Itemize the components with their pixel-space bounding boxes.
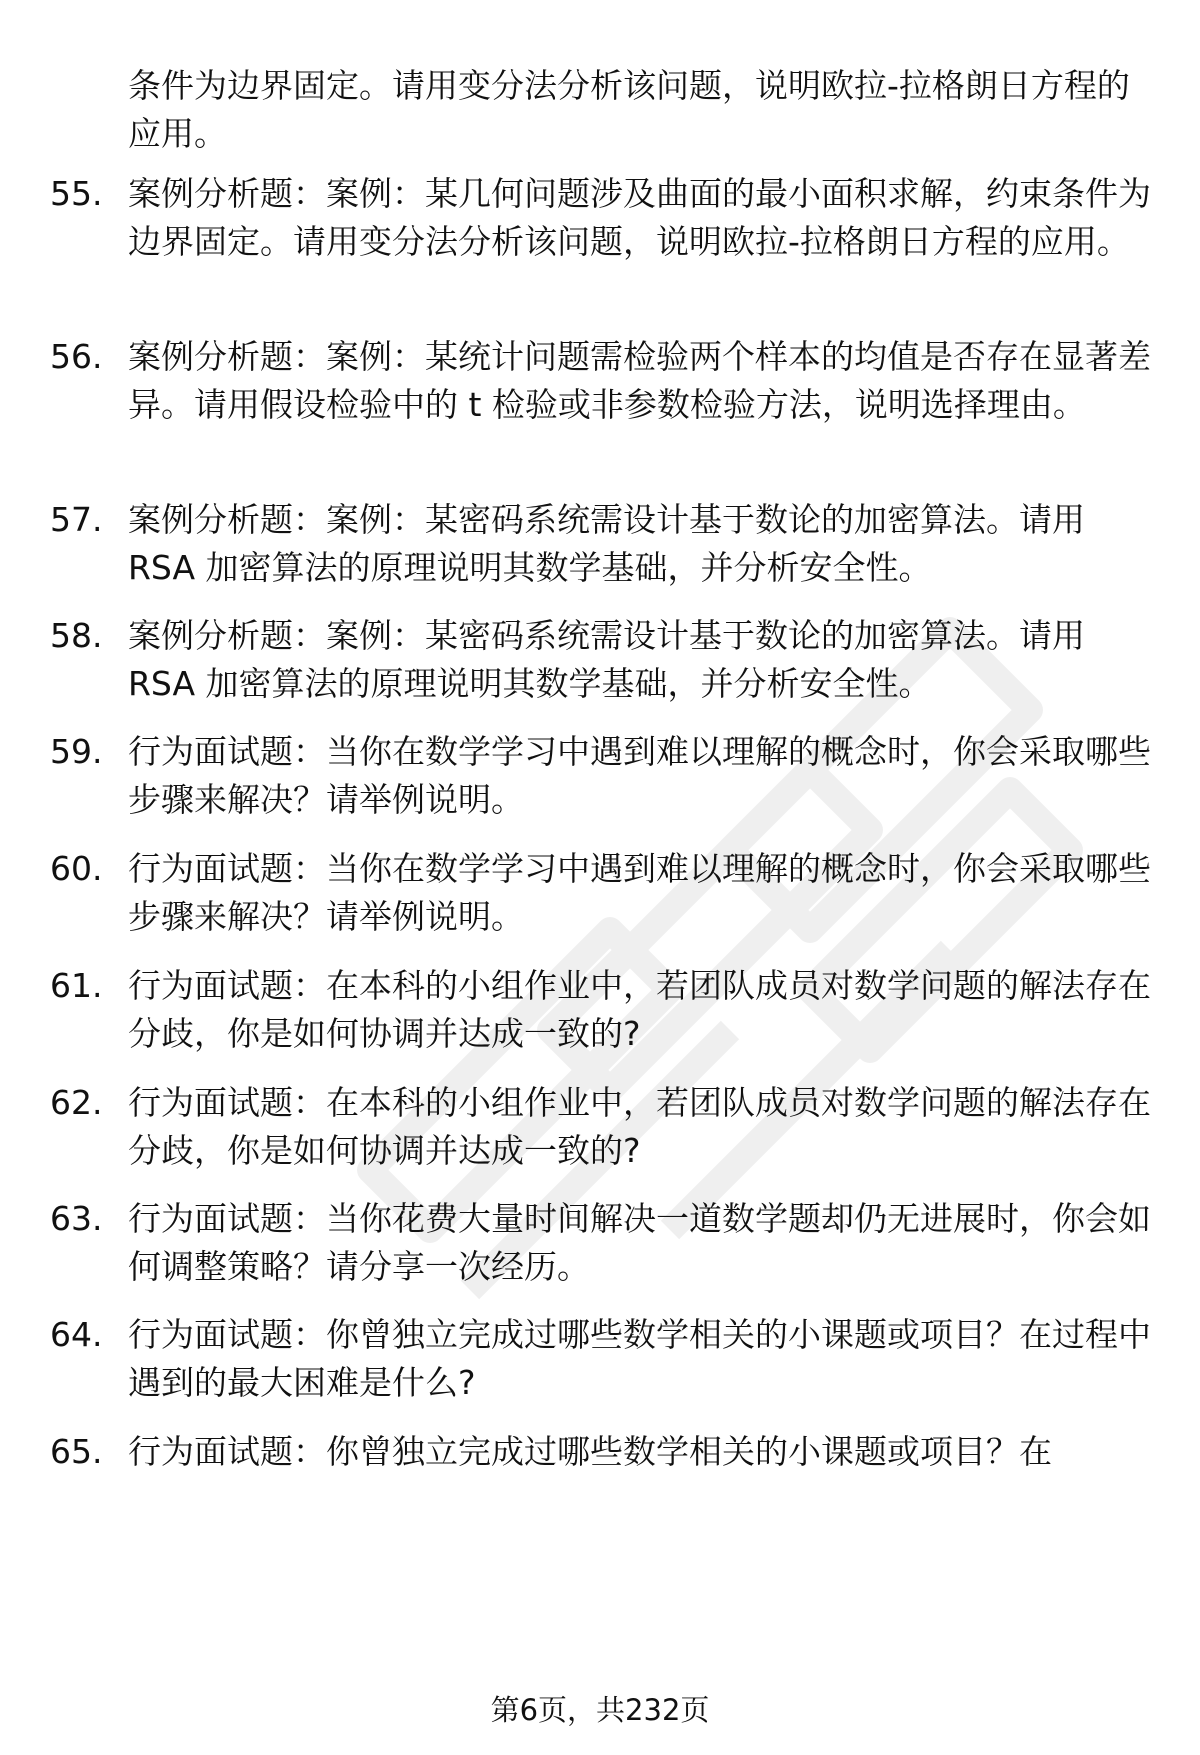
- item-text: 案例分析题：案例：某密码系统需设计基于数论的加密算法。请用 RSA 加密算法的原理说明其数学基础，并分析安全性。: [128, 500, 1085, 587]
- item-text: 案例分析题：案例：某几何问题涉及曲面的最小面积求解，约束条件为边界固定。请用变分法分析该问题，说明欧拉-拉格朗日方程的应用。: [128, 174, 1151, 261]
- item-number: 63.: [50, 1199, 103, 1238]
- item-text: 案例分析题：案例：某密码系统需设计基于数论的加密算法。请用 RSA 加密算法的原理说明其数学基础，并分析安全性。: [128, 616, 1085, 703]
- item-text: 行为面试题：当你花费大量时间解决一道数学题却仍无进展时，你会如何调整策略？请分享一次经历。: [128, 1199, 1151, 1286]
- item-text: 行为面试题：你曾独立完成过哪些数学相关的小课题或项目？在过程中遇到的最大困难是什么?: [128, 1315, 1151, 1402]
- item-number: 55.: [50, 174, 103, 213]
- item-number: 56.: [50, 337, 103, 376]
- item-text: 行为面试题：当你在数学学习中遇到难以理解的概念时，你会采取哪些步骤来解决？请举例说明。: [128, 849, 1151, 936]
- continuation-paragraph: 条件为边界固定。请用变分法分析该问题，说明欧拉-拉格朗日方程的应用。: [128, 66, 1130, 153]
- list-item: [50, 845, 1160, 941]
- item-number: 60.: [50, 849, 103, 888]
- item-number: 65.: [50, 1432, 103, 1471]
- item-text: 案例分析题：案例：某统计问题需检验两个样本的均值是否存在显著差异。请用假设检验中的 t 检验或非参数检验方法，说明选择理由。: [128, 337, 1151, 424]
- item-number: 62.: [50, 1083, 103, 1122]
- list-item: [50, 170, 1160, 266]
- list-item: [50, 1195, 1160, 1291]
- item-number: 59.: [50, 732, 103, 771]
- list-item: [50, 1079, 1160, 1175]
- list-item: [50, 1428, 1160, 1476]
- item-number: 61.: [50, 966, 103, 1005]
- page-footer: 第6页，共232页: [490, 1693, 710, 1727]
- item-number: 58.: [50, 616, 103, 655]
- list-item: [50, 728, 1160, 824]
- list-item: [50, 1311, 1160, 1407]
- item-text: 行为面试题：在本科的小组作业中，若团队成员对数学问题的解法存在分歧，你是如何协调并达成一致的?: [128, 1083, 1151, 1170]
- item-text: 行为面试题：你曾独立完成过哪些数学相关的小课题或项目？在: [128, 1432, 1052, 1471]
- list-item: [50, 612, 1160, 708]
- list-item: [50, 333, 1160, 429]
- item-number: 64.: [50, 1315, 103, 1354]
- item-number: 57.: [50, 500, 103, 539]
- list-item: [50, 496, 1160, 592]
- list-item: [50, 962, 1160, 1058]
- item-text: 行为面试题：当你在数学学习中遇到难以理解的概念时，你会采取哪些步骤来解决？请举例说明。: [128, 732, 1151, 819]
- item-text: 行为面试题：在本科的小组作业中，若团队成员对数学问题的解法存在分歧，你是如何协调并达成一致的?: [128, 966, 1151, 1053]
